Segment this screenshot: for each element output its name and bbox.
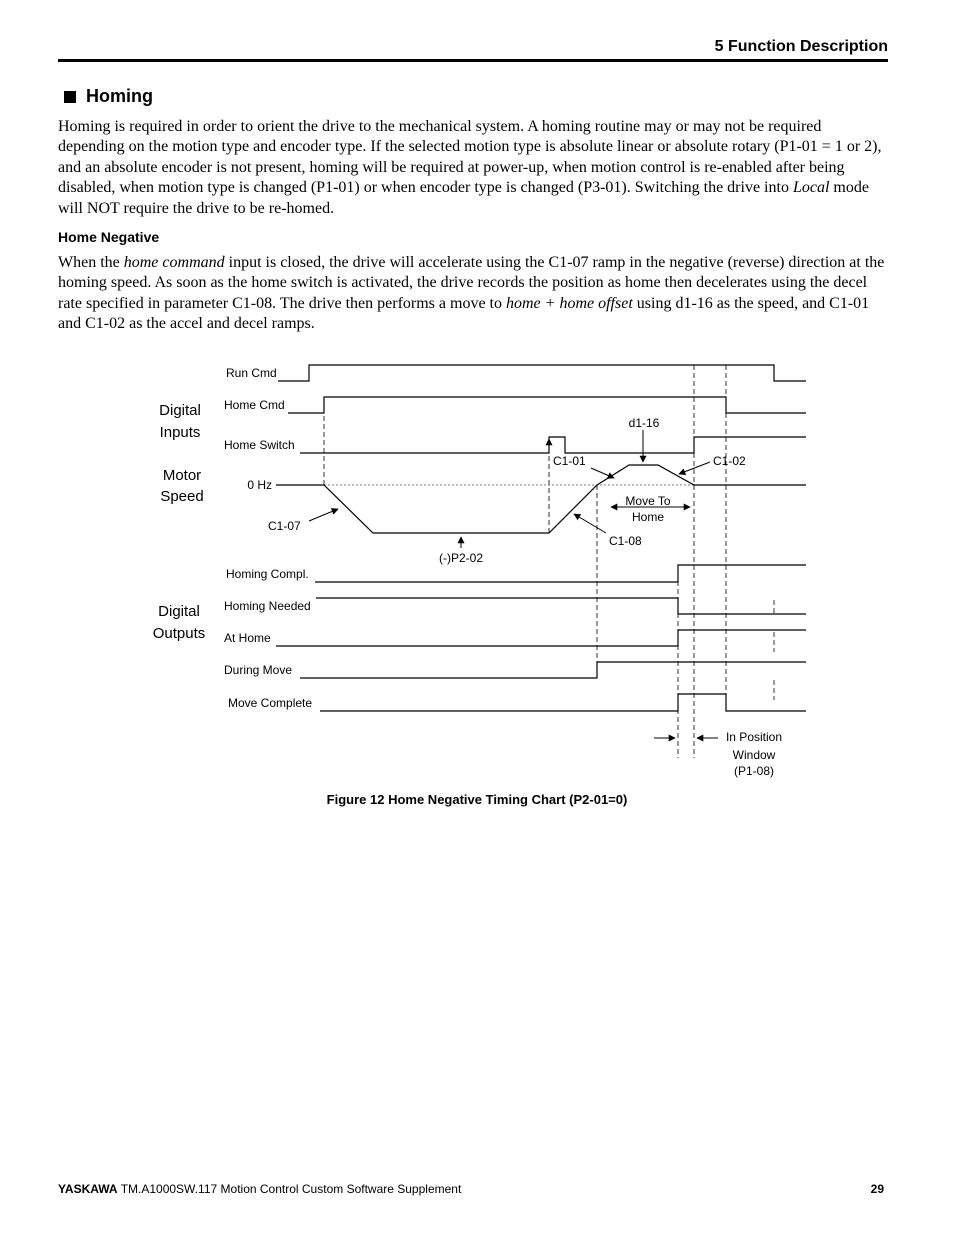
label-move-to-2: Home (631, 510, 665, 524)
footer-doc: TM.A1000SW.117 Motion Control Custom Software Supplement (117, 1182, 462, 1196)
body-italic-2: home + home offset (505, 294, 633, 312)
signal-zero-hz: 0 Hz (247, 478, 272, 492)
label-c1-02: C1-02 (713, 454, 746, 468)
wave-run-cmd (278, 365, 806, 381)
label-move-to-1: Move To (625, 494, 671, 508)
bullet-square-icon (64, 91, 76, 103)
signal-home-switch: Home Switch (224, 438, 295, 452)
label-d1-16: d1-16 (628, 416, 660, 430)
signal-home-cmd: Home Cmd (224, 398, 285, 412)
signal-homing-compl: Homing Compl. (226, 567, 309, 581)
body-text-1: When the (58, 254, 124, 271)
signal-run-cmd: Run Cmd (226, 366, 277, 380)
timing-chart (0, 355, 954, 785)
intro-paragraph (58, 117, 888, 219)
signal-during-move: During Move (224, 663, 293, 677)
wave-homing-needed (316, 598, 806, 614)
label-c1-07: C1-07 (268, 519, 301, 533)
wave-move-complete (320, 694, 806, 711)
footer-left (58, 1182, 461, 1196)
footer-brand: YASKAWA (58, 1182, 118, 1196)
motor-speed-label-1: Motor (162, 467, 202, 484)
signal-at-home: At Home (224, 631, 271, 645)
label-c1-01: C1-01 (553, 454, 586, 468)
digital-inputs-label-2: Inputs (159, 424, 201, 441)
body-paragraph (58, 253, 888, 335)
motor-speed-label-2: Speed (160, 488, 204, 505)
body-text-3: using d1-16 as the speed, and C1-01 and C1-02 as the accel and decel ramps. (58, 294, 870, 333)
section-title: Homing (86, 86, 153, 106)
label-in-position-1: In Position (725, 730, 783, 744)
arrow-c1-08 (574, 514, 606, 533)
digital-inputs-label-1: Digital (159, 402, 201, 419)
digital-outputs-label-2: Outputs (152, 625, 206, 642)
running-header: 5 Function Description (714, 38, 888, 55)
label-p2-02: (-)P2-02 (438, 551, 484, 565)
intro-italic: Local (792, 179, 830, 197)
intro-text-1: Homing is required in order to orient the drive to the mechanical system. A homing routine may or may not be required depending on the motion type and encoder type. If the selected motion type is absolute linear or absolute rotary (P1-01 = 1 or 2), and an absolute encoder is not present, homing will be required at power-up, when motion control is re-enabled after being disabled, when motion type is changed (P1-01) or when encoder type is changed (P3-01). Switching the drive into (58, 118, 882, 197)
label-in-position-3: (P1-08) (733, 764, 775, 778)
wave-at-home (276, 630, 806, 646)
label-in-position-2: Window (732, 748, 776, 762)
signal-move-complete: Move Complete (228, 696, 313, 710)
header-rule (58, 59, 888, 62)
wave-motor-speed (276, 465, 806, 533)
page-number: 29 (870, 1182, 884, 1196)
arrow-c1-02 (679, 462, 710, 474)
label-c1-08: C1-08 (609, 534, 642, 548)
wave-home-switch (300, 437, 806, 453)
signal-homing-needed: Homing Needed (224, 599, 311, 613)
wave-homing-compl (315, 565, 806, 582)
subsection-title: Home Negative (58, 229, 160, 245)
body-text-2: input is closed, the drive will accelerate using the C1-07 ramp in the negative (reverse) direction at the homing speed. As soon as the home switch is activated, the drive records the position as home then decelerates using the decel rate specified in parameter C1-08. The drive then performs a move to (58, 254, 885, 312)
digital-outputs-label-1: Digital (158, 603, 200, 620)
section-heading (64, 86, 153, 107)
figure-caption: Figure 12 Home Negative Timing Chart (P2-01=0) (326, 792, 628, 807)
wave-during-move (300, 662, 806, 678)
intro-text-2: mode will NOT require the drive to be re-homed. (58, 179, 869, 217)
arrow-c1-01 (591, 468, 614, 478)
wave-home-cmd (288, 397, 806, 413)
arrow-c1-07 (309, 509, 338, 521)
body-italic-1: home command (123, 254, 225, 271)
